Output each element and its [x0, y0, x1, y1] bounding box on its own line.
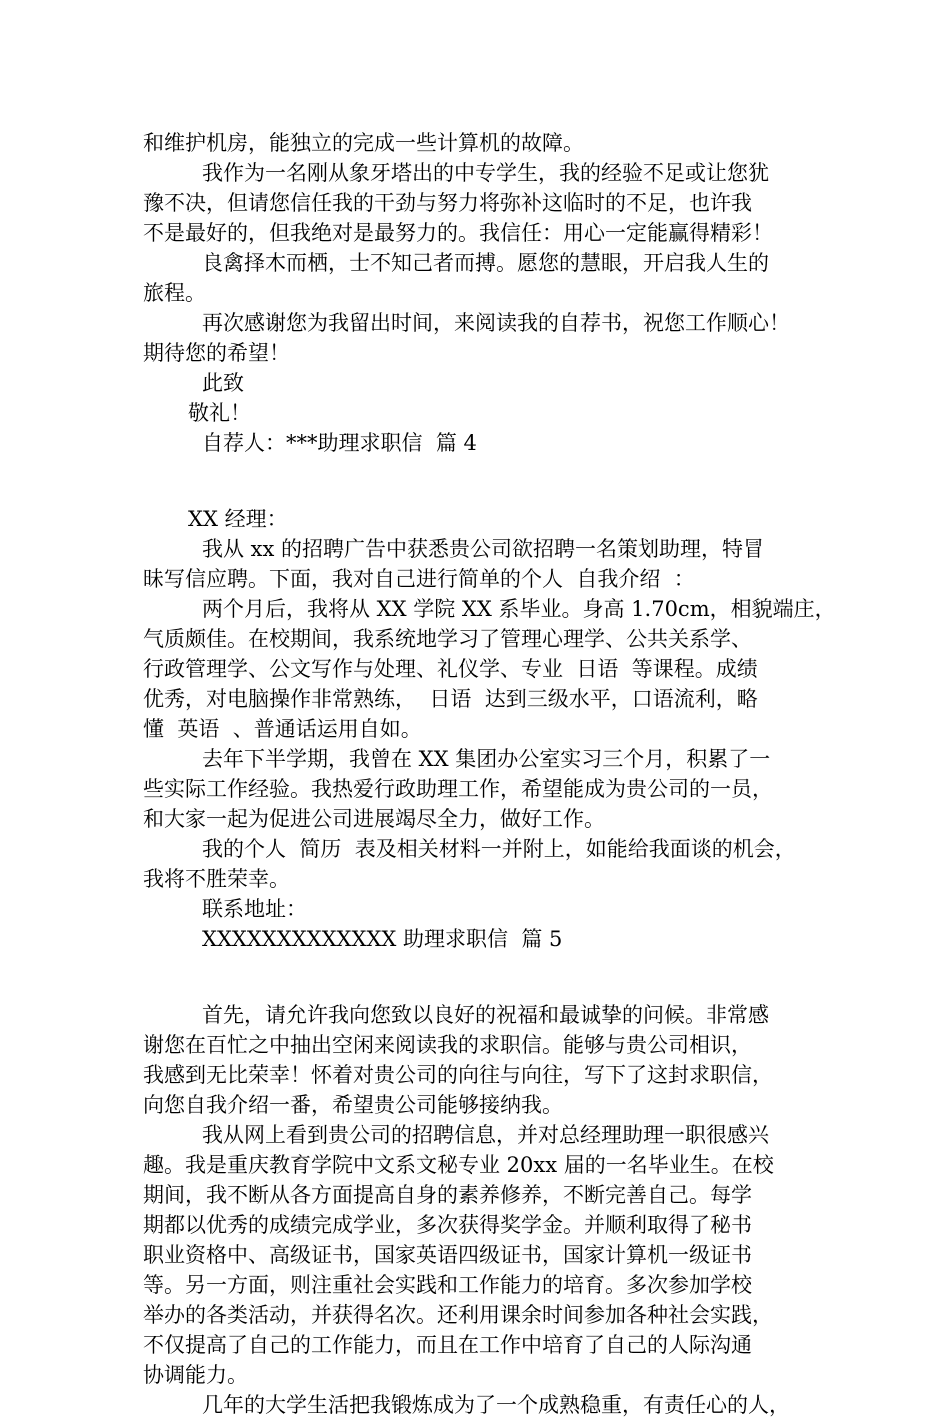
letter-greeting: XX 经理：: [188, 507, 288, 531]
text-line: 首先，请允许我向您致以良好的祝福和最诚挚的问候。非常感: [202, 1003, 769, 1027]
text-line: 我从网上看到贵公司的招聘信息，并对总经理助理一职很感兴: [202, 1123, 769, 1147]
text-line: 去年下半学期，我曾在 XX 集团办公室实习三个月，积累了一: [202, 747, 771, 771]
text-line: 再次感谢您为我留出时间，来阅读我的自荐书，祝您工作顺心！: [202, 311, 790, 335]
text-line: 气质颇佳。在校期间，我系统地学习了管理心理学、公共关系学、: [143, 627, 752, 651]
text-line: 两个月后，我将从 XX 学院 XX 系毕业。身高 1.70cm，相貌端庄，: [202, 597, 836, 621]
text-line: 懂 英语 、普通话运用自如。: [143, 717, 422, 741]
text-line: 行政管理学、公文写作与处理、礼仪学、专业 日语 等课程。成绩: [143, 657, 758, 681]
text-line: 我的个人 简历 表及相关材料一并附上，如能给我面谈的机会，: [202, 837, 796, 861]
text-line: 些实际工作经验。我热爱行政助理工作，希望能成为贵公司的一员，: [143, 777, 773, 801]
text-line: 几年的大学生活把我锻炼成为了一个成熟稳重，有责任心的人，: [202, 1393, 790, 1417]
text-line: 趣。我是重庆教育学院中文系文秘专业 20xx 届的一名毕业生。在校: [143, 1153, 774, 1177]
text-line: 职业资格中、高级证书，国家英语四级证书，国家计算机一级证书: [143, 1243, 752, 1267]
text-line: 协调能力。: [143, 1363, 248, 1387]
contact-address-label: 联系地址：: [202, 897, 307, 921]
text-line: 不仅提高了自己的工作能力，而且在工作中培育了自己的人际沟通: [143, 1333, 752, 1357]
text-line: 我将不胜荣幸。: [143, 867, 290, 891]
text-line: 期待您的希望！: [143, 341, 290, 365]
text-line: 期都以优秀的成绩完成学业，多次获得奖学金。并顺利取得了秘书: [143, 1213, 752, 1237]
text-line: 豫不决，但请您信任我的干劲与努力将弥补这临时的不足，也许我: [143, 191, 752, 215]
text-line: 优秀，对电脑操作非常熟练， 日语 达到三级水平，口语流利，略: [143, 687, 758, 711]
text-line: 我感到无比荣幸！怀着对贵公司的向往与向往，写下了这封求职信，: [143, 1063, 773, 1087]
text-line: 旅程。: [143, 281, 206, 305]
closing-regards: 敬礼！: [188, 401, 251, 425]
text-line: 和大家一起为促进公司进展竭尽全力，做好工作。: [143, 807, 605, 831]
text-line: 谢您在百忙之中抽出空闲来阅读我的求职信。能够与贵公司相识，: [143, 1033, 752, 1057]
signature-heading-line: 自荐人：***助理求职信 篇 4: [202, 431, 477, 455]
text-line: 期间，我不断从各方面提高自身的素养修养，不断完善自己。每学: [143, 1183, 752, 1207]
signature-heading-line: XXXXXXXXXXXXX 助理求职信 篇 5: [202, 927, 563, 951]
text-line: 不是最好的，但我绝对是最努力的。我信任：用心一定能赢得精彩！: [143, 221, 773, 245]
text-line: 良禽择木而栖，士不知己者而搏。愿您的慧眼，开启我人生的: [202, 251, 769, 275]
text-line: 向您自我介绍一番，希望贵公司能够接纳我。: [143, 1093, 563, 1117]
closing-salutation: 此致: [202, 371, 244, 395]
text-line: 和维护机房，能独立的完成一些计算机的故障。: [143, 131, 584, 155]
text-line: 我作为一名刚从象牙塔出的中专学生，我的经验不足或让您犹: [202, 161, 769, 185]
text-line: 我从 xx 的招聘广告中获悉贵公司欲招聘一名策划助理，特冒: [202, 537, 765, 561]
text-line: 等。另一方面，则注重社会实践和工作能力的培育。多次参加学校: [143, 1273, 752, 1297]
text-line: 昧写信应聘。下面，我对自己进行简单的个人 自我介绍 ：: [143, 567, 695, 591]
text-line: 举办的各类活动，并获得名次。还利用课余时间参加各种社会实践，: [143, 1303, 773, 1327]
